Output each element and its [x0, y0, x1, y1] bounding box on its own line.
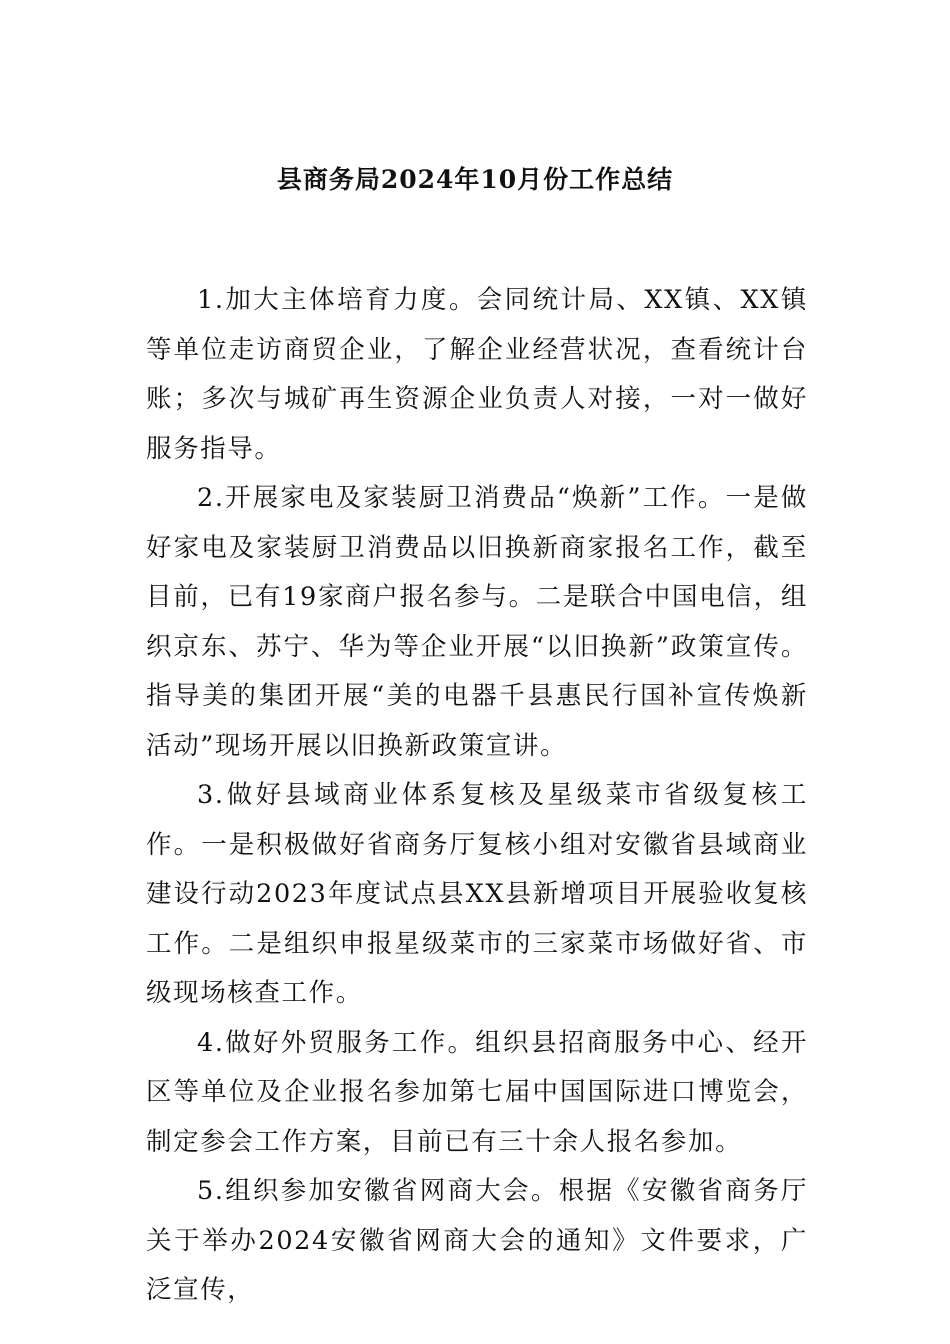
document-body	[146, 276, 808, 1316]
paragraph-5: 5.组织参加安徽省网商大会。根据《安徽省商务厅关于举办2024安徽省网商大会的通知》文件要求，广泛宣传，	[146, 1176, 808, 1305]
document-title: 县商务局2024年10月份工作总结	[276, 165, 674, 194]
paragraph-2: 2.开展家电及家装厨卫消费品“焕新”工作。一是做好家电及家装厨卫消费品以旧换新商家报名工作，截至目前，已有19家商户报名参与。二是联合中国电信，组织京东、苏宁、华为等企业开展“以旧换新”政策宣传。指导美的集团开展“美的电器千县惠民行国补宣传焕新活动”现场开展以旧换新政策宣讲。	[146, 483, 808, 761]
paragraph-4: 4.做好外贸服务工作。组织县招商服务中心、经开区等单位及企业报名参加第七届中国国际进口博览会，制定参会工作方案，目前已有三十余人报名参加。	[146, 1027, 808, 1157]
paragraph-1: 1.加大主体培育力度。会同统计局、XX镇、XX镇等单位走访商贸企业，了解企业经营状况，查看统计台账；多次与城矿再生资源企业负责人对接，一对一做好服务指导。	[146, 285, 808, 464]
paragraph-3: 3.做好县域商业体系复核及星级菜市省级复核工作。一是积极做好省商务厅复核小组对安徽省县域商业建设行动2023年度试点县XX县新增项目开展验收复核工作。二是组织申报星级菜市的三家菜市场做好省、市级现场核查工作。	[146, 780, 808, 1008]
